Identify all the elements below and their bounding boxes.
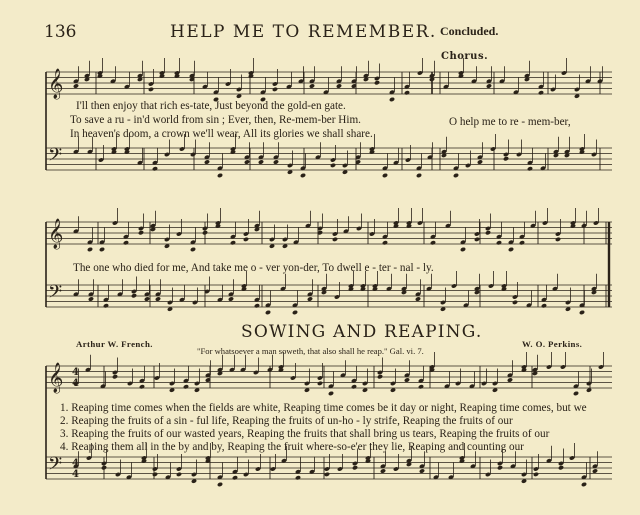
verse-2-lyric: 2. Reaping the fruits of a sin - ful life, Reaping the fruits of un-ho - ly strife, Reaping the fruits of our: [60, 415, 513, 427]
concluded-label: Concluded.: [440, 24, 499, 38]
system-1-treble-notehead: [538, 90, 544, 95]
system-2-treble-notehead: [230, 240, 236, 245]
system-2-treble-notehead: [555, 237, 561, 242]
system-1-treble-notehead: [336, 83, 342, 88]
system-2-bass-notehead: [254, 303, 260, 308]
system-2-treble-notehead: [202, 230, 208, 235]
system-3-treble-notehead: [139, 384, 145, 389]
system-1-treble-notehead: [374, 80, 380, 85]
system-3-time-signature-bottom: 4: [72, 378, 79, 389]
verse-3-lyric: 3. Reaping the fruits of our wasted years, Reaping the fruits that shall bring us tears, Reaping the fruits of our: [60, 428, 550, 440]
system-1-bass-notehead: [204, 159, 210, 164]
system-2-bass-clef: 𝄢: [48, 282, 63, 307]
system-3-bass-time-bottom: 4: [72, 469, 79, 480]
system-2-treble-notehead: [474, 237, 480, 242]
system-1-bass-notehead: [503, 156, 509, 161]
system-3-bass-notehead: [558, 465, 564, 470]
system-3-bass-notehead: [592, 468, 598, 473]
system-2-treble-notehead: [508, 247, 514, 252]
system-2-bass-notehead: [265, 310, 271, 315]
system-1-bass-notehead: [273, 159, 279, 164]
verse-lyric-line-3: In heaven's doom, a crown we'll wear, All its glories we shall share.: [70, 128, 373, 140]
system-2-treble-notehead: [190, 247, 196, 252]
system-2-treble-notehead: [496, 240, 502, 245]
system-3-treble-notehead: [507, 377, 513, 382]
system-3-bass-notehead: [101, 465, 107, 470]
hymn-title: HELP ME TO REMEMBER.: [170, 22, 437, 42]
system-2-treble-notehead: [519, 240, 525, 245]
system-3-treble-notehead: [112, 374, 118, 379]
system-3-treble-notehead: [183, 384, 189, 389]
system-1-treble-notehead: [73, 83, 79, 88]
verse-1-lyric: 1. Reaping time comes when the fields are white, Reaping time comes be it day or night, Reaping time comes, but we: [60, 402, 587, 414]
system-2-bass-notehead: [155, 296, 161, 301]
system-2-treble-notehead: [123, 240, 129, 245]
system-3-bass-time-top: 4: [72, 458, 79, 469]
chorus-label: Chorus.: [441, 51, 489, 62]
system-3-treble-clef: 𝄞: [48, 363, 64, 393]
system-1-bass-notehead: [152, 166, 158, 171]
system-1-bass-notehead: [527, 166, 533, 171]
system-3-bass-clef: 𝄢: [48, 454, 63, 479]
system-1-treble-notehead: [148, 87, 154, 92]
system-3-bass-notehead: [533, 472, 539, 477]
system-2-bass-notehead: [292, 310, 298, 315]
chorus-lyric-line-2: The one who died for me, And take me o - ver yon-der, To dwell e - ter - nal - ly.: [73, 262, 434, 274]
verse-4-lyric: 4. Reaping them all in the by and by, Reaping the fruit where-so-e'er they lie, Reaping and counting our: [60, 441, 524, 453]
system-2-treble-notehead: [332, 237, 338, 242]
system-3-bass-notehead: [152, 472, 158, 477]
system-3-bass-notehead: [419, 468, 425, 473]
system-3-treble-notehead: [317, 381, 323, 386]
system-1-bass-notehead: [330, 163, 336, 168]
system-2-bass-notehead: [541, 303, 547, 308]
system-3-treble-notehead: [377, 374, 383, 379]
system-3-treble-notehead: [328, 391, 334, 396]
system-3-bass-notehead: [295, 475, 301, 480]
system-2-bass-notehead: [103, 303, 109, 308]
system-1-bass-notehead: [477, 159, 483, 164]
second-hymn-title: SOWING AND REAPING.: [241, 322, 483, 342]
page-number: 136: [44, 22, 77, 42]
system-2-treble-notehead: [382, 240, 388, 245]
system-1-bass-notehead: [300, 173, 306, 178]
system-2-bass-notehead: [131, 293, 137, 298]
system-1-treble-notehead: [486, 83, 492, 88]
system-1-bass-notehead: [453, 173, 459, 178]
system-3-bass-notehead: [497, 465, 503, 470]
chorus-lyric-line-1: O help me to re - mem-ber,: [449, 116, 571, 128]
system-2-treble-notehead: [87, 247, 93, 252]
system-1-treble-notehead: [389, 97, 395, 102]
system-2-treble-notehead: [485, 230, 491, 235]
system-1-treble-notehead: [404, 90, 410, 95]
system-3-bass-notehead: [324, 472, 330, 477]
system-2-treble-clef: 𝄞: [48, 219, 64, 249]
scripture-epigraph: "For whatsoever a man soweth, that also shall he reap." Gal. vi. 7.: [197, 346, 424, 356]
system-2-bass-notehead: [415, 296, 421, 301]
system-3-treble-notehead: [404, 377, 410, 382]
system-1-bass-clef: 𝄢: [48, 145, 63, 170]
system-1-bass-notehead: [258, 159, 264, 164]
system-3-time-signature-top: 4: [72, 367, 79, 378]
system-2-bass-notehead: [512, 300, 518, 305]
system-1-treble-notehead: [272, 87, 278, 92]
system-2-bass-notehead: [579, 310, 585, 315]
system-3-bass-notehead: [581, 482, 587, 487]
system-2-treble-notehead: [460, 247, 466, 252]
author-credit: Arthur W. French.: [76, 339, 153, 349]
system-1-bass-notehead: [382, 173, 388, 178]
system-1-bass-notehead: [217, 173, 223, 178]
system-3-bass-notehead: [380, 468, 386, 473]
verse-lyric-line-1: I'll then enjoy that rich es-tate, Just beyond the gold-en gate.: [76, 100, 346, 112]
system-2-treble-notehead: [430, 240, 436, 245]
system-1-bass-notehead: [244, 159, 250, 164]
verse-lyric-line-2: To save a ru - in'd world from sin ; Ever, then, Re-mem-ber Him.: [70, 114, 361, 126]
system-2-treble-notehead: [138, 230, 144, 235]
system-3-bass-notehead: [176, 472, 182, 477]
system-2-bass-notehead: [88, 296, 94, 301]
composer-credit: W. O. Perkins.: [522, 339, 583, 349]
system-1-treble-clef: 𝄞: [48, 69, 64, 99]
system-3-bass-notehead: [232, 475, 238, 480]
system-2-treble-notehead: [243, 237, 249, 242]
system-1-bass-notehead: [416, 173, 422, 178]
system-1-treble-notehead: [309, 83, 315, 88]
system-3-bass-notehead: [352, 465, 358, 470]
system-3-treble-notehead: [573, 391, 579, 396]
system-2-bass-notehead: [228, 296, 234, 301]
system-3-treble-notehead: [418, 384, 424, 389]
system-2-treble-notehead: [99, 247, 105, 252]
system-3-bass-notehead: [217, 482, 223, 487]
system-3-treble-notehead: [351, 384, 357, 389]
system-2-bass-notehead: [144, 296, 150, 301]
system-2-bass-notehead: [307, 296, 313, 301]
